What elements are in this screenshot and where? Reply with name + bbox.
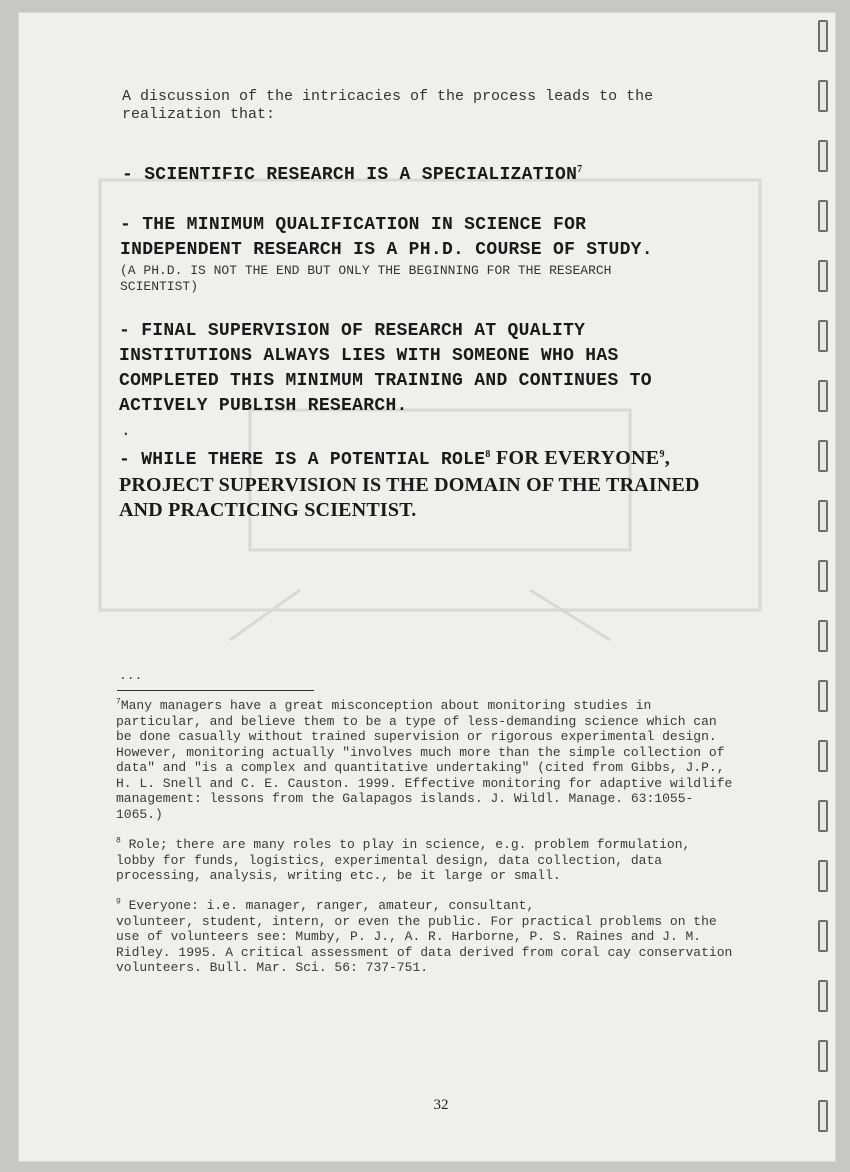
- footnote-line: [116, 698, 776, 714]
- footnote-line: volunteers. Bull. Mar. Sci. 56: 737-751.: [116, 960, 429, 975]
- footnote-text: Role; there are many roles to play in science, e.g. problem formulation,: [120, 837, 691, 852]
- intro-line: A discussion of the intricacies of the process leads to the: [122, 88, 654, 105]
- bullet-line: INDEPENDENT RESEARCH IS A PH.D. COURSE OF STUDY.: [120, 240, 653, 260]
- footnote-7: [116, 698, 776, 822]
- footnote-line: particular, and believe them to be a type of less-demanding science which can: [116, 713, 717, 729]
- binding-ring: [818, 500, 828, 532]
- footnote-ref: 7: [577, 164, 583, 175]
- binding-ring: [818, 980, 828, 1012]
- bullet-line: - THE MINIMUM QUALIFICATION IN SCIENCE FOR: [120, 215, 587, 235]
- bullet-text: - WHILE THERE IS A POTENTIAL ROLE: [119, 450, 486, 470]
- footnote-line: volunteer, student, intern, or even the public. For practical problems on the: [116, 913, 717, 929]
- footnote-text: Many managers have a great misconception about monitoring studies in: [120, 698, 652, 713]
- binding-ring: [818, 260, 828, 292]
- binding-ring: [818, 1040, 828, 1072]
- binding-ring: [818, 740, 828, 772]
- binding-ring: [818, 860, 828, 892]
- binding-ring: [818, 560, 828, 592]
- bullet-final-supervision: [119, 319, 779, 419]
- ellipsis: ...: [119, 668, 143, 683]
- bullet-minimum-qualification: [120, 213, 780, 295]
- binding-ring: [818, 440, 828, 472]
- bullet-line: PROJECT SUPERVISION IS THE DOMAIN OF THE TRAINED: [119, 474, 700, 496]
- binding-ring: [818, 680, 828, 712]
- intro-line: realization that:: [122, 106, 276, 123]
- footnote-separator: [117, 690, 314, 691]
- bullet-line: ACTIVELY PUBLISH RESEARCH.: [119, 396, 408, 416]
- footnote-line: use of volunteers see: Mumby, P. J., A. R. Harborne, P. S. Raines and J. M.: [116, 929, 702, 944]
- footnote-line: Ridley. 1995. A critical assessment of data derived from coral cay conservation: [116, 944, 733, 960]
- footnote-line: management: lessons from the Galapagos islands. J. Wildl. Manage. 63:1055-: [116, 791, 694, 806]
- bullet-text: FOR EVERYONE: [490, 447, 660, 469]
- bullet-line: INSTITUTIONS ALWAYS LIES WITH SOMEONE WHO HAS: [119, 346, 619, 366]
- bullet-note: (A PH.D. IS NOT THE END BUT ONLY THE BEGINNING FOR THE RESEARCH: [120, 263, 612, 278]
- bullet-line: AND PRACTICING SCIENTIST.: [119, 499, 417, 521]
- binding-ring: [818, 380, 828, 412]
- bullet-specialization: [122, 163, 762, 188]
- binding-ring: [818, 20, 828, 52]
- footnote-line: 1065.): [116, 806, 163, 822]
- bullet-line: COMPLETED THIS MINIMUM TRAINING AND CONTINUES TO: [119, 371, 652, 391]
- bullet-text: - SCIENTIFIC RESEARCH IS A SPECIALIZATION: [122, 165, 578, 185]
- footnote-9: [116, 898, 776, 976]
- footnote-line: lobby for funds, logistics, experimental design, data collection, data: [116, 852, 663, 868]
- footnote-line: H. L. Snell and C. E. Causton. 1999. Effective monitoring for adaptive wildlife: [116, 775, 733, 791]
- footnote-mark: 8: [116, 836, 121, 846]
- binding-ring: [818, 620, 828, 652]
- footnote-8: [116, 837, 776, 884]
- footnote-line: [116, 837, 776, 853]
- binding-ring: [818, 320, 828, 352]
- bullet-potential-role: [119, 446, 779, 523]
- page-number: 32: [433, 1097, 449, 1113]
- footnote-line: However, monitoring actually "involves much more than the simple collection of: [116, 744, 725, 760]
- footnote-line: processing, analysis, writing etc., be it large or small.: [116, 868, 561, 883]
- footnote-ref: 8: [485, 449, 491, 460]
- bullet-text: ,: [664, 447, 671, 469]
- footnote-mark: 9: [116, 897, 121, 907]
- binding-ring: [818, 80, 828, 112]
- footnote-text: Everyone: i.e. manager, ranger, amateur, consultant,: [120, 898, 535, 913]
- bullet-line: [119, 446, 779, 473]
- footnote-line: be done casually without trained supervision or rigorous experimental design.: [116, 729, 717, 744]
- bullet-note: SCIENTIST): [120, 279, 199, 294]
- binding-ring: [818, 920, 828, 952]
- footnote-mark: 7: [116, 697, 121, 707]
- bullet-line: - FINAL SUPERVISION OF RESEARCH AT QUALITY: [119, 321, 586, 341]
- binding-ring: [818, 800, 828, 832]
- footnote-ref: 9: [659, 449, 665, 460]
- stray-dot: .: [121, 422, 131, 440]
- footnote-line: [116, 898, 776, 914]
- intro-paragraph: [122, 88, 742, 124]
- spiral-binding: [814, 20, 834, 1160]
- footnote-line: data" and "is a complex and quantitative undertaking" (cited from Gibbs, J.P.,: [116, 760, 725, 775]
- binding-ring: [818, 200, 828, 232]
- binding-ring: [818, 140, 828, 172]
